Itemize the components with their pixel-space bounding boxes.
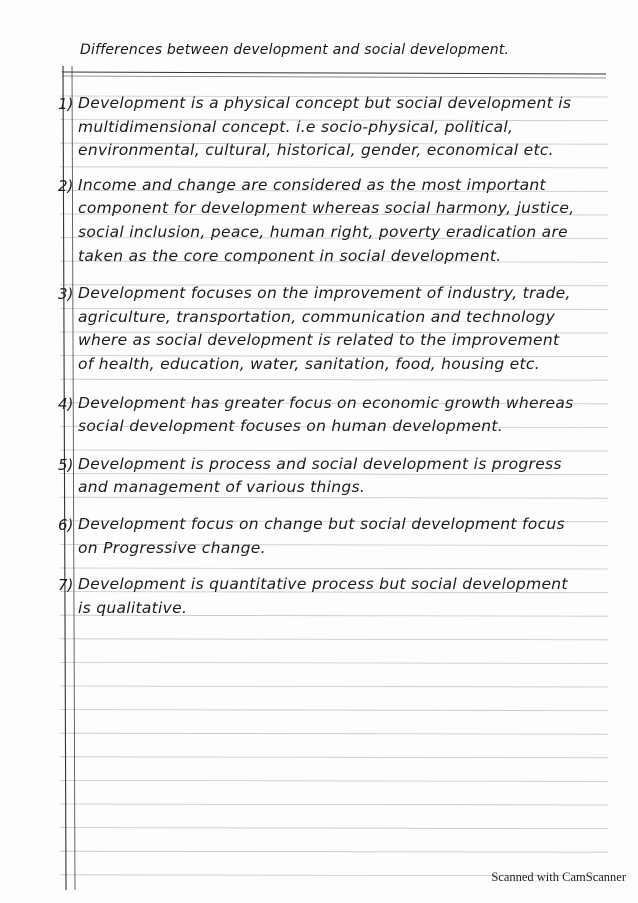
note-text: Development has greater focus on economic growth whereas social development focuses on human development.	[78, 393, 574, 436]
page-title: Differences between development and social development.	[80, 42, 510, 58]
rule-line	[60, 851, 608, 852]
rule-line	[60, 639, 608, 640]
note-number: 1)	[58, 95, 74, 113]
note-item	[58, 392, 578, 439]
note-text: Development is quantitative process but social development is qualitative.	[78, 575, 568, 617]
note-number: 6)	[58, 515, 74, 534]
note-text: Development focus on change but social development focus on Progressive change.	[78, 514, 565, 557]
rule-line	[60, 757, 608, 758]
rule-line	[60, 662, 608, 663]
note-item	[58, 92, 578, 163]
rule-line	[60, 804, 608, 805]
rule-line	[60, 828, 608, 829]
rule-line	[60, 710, 608, 711]
camscanner-watermark: Scanned with CamScanner	[491, 870, 626, 884]
note-text: Development focuses on the improvement of industry, trade, agriculture, transportation, communication and technology where as social development is related to the improvement of health, education, water, sanitation, food, housing etc.	[78, 284, 571, 373]
rule-line	[60, 780, 608, 781]
rule-line	[60, 733, 608, 734]
note-number: 2)	[58, 176, 74, 195]
note-number: 7)	[58, 576, 74, 595]
note-item	[58, 282, 578, 376]
note-text: Development is a physical concept but social development is multidimensional concept. i.e socio-physical, political, environmental, cultural, historical, gender, economical etc.	[78, 94, 572, 160]
notes-list	[58, 92, 578, 620]
note-number: 5)	[58, 455, 74, 474]
note-text: Income and change are considered as the most important component for development whereas social harmony, justice, social inclusion, peace, human right, poverty eradication are taken as the core component in social development.	[78, 175, 575, 265]
note-number: 4)	[58, 394, 74, 413]
note-item	[58, 453, 578, 500]
note-number: 3)	[58, 285, 74, 304]
rule-line	[60, 686, 608, 687]
note-item	[58, 573, 578, 620]
note-item	[58, 513, 578, 560]
note-text: Development is process and social development is progress and management of various things.	[78, 454, 562, 497]
note-item	[58, 174, 578, 268]
